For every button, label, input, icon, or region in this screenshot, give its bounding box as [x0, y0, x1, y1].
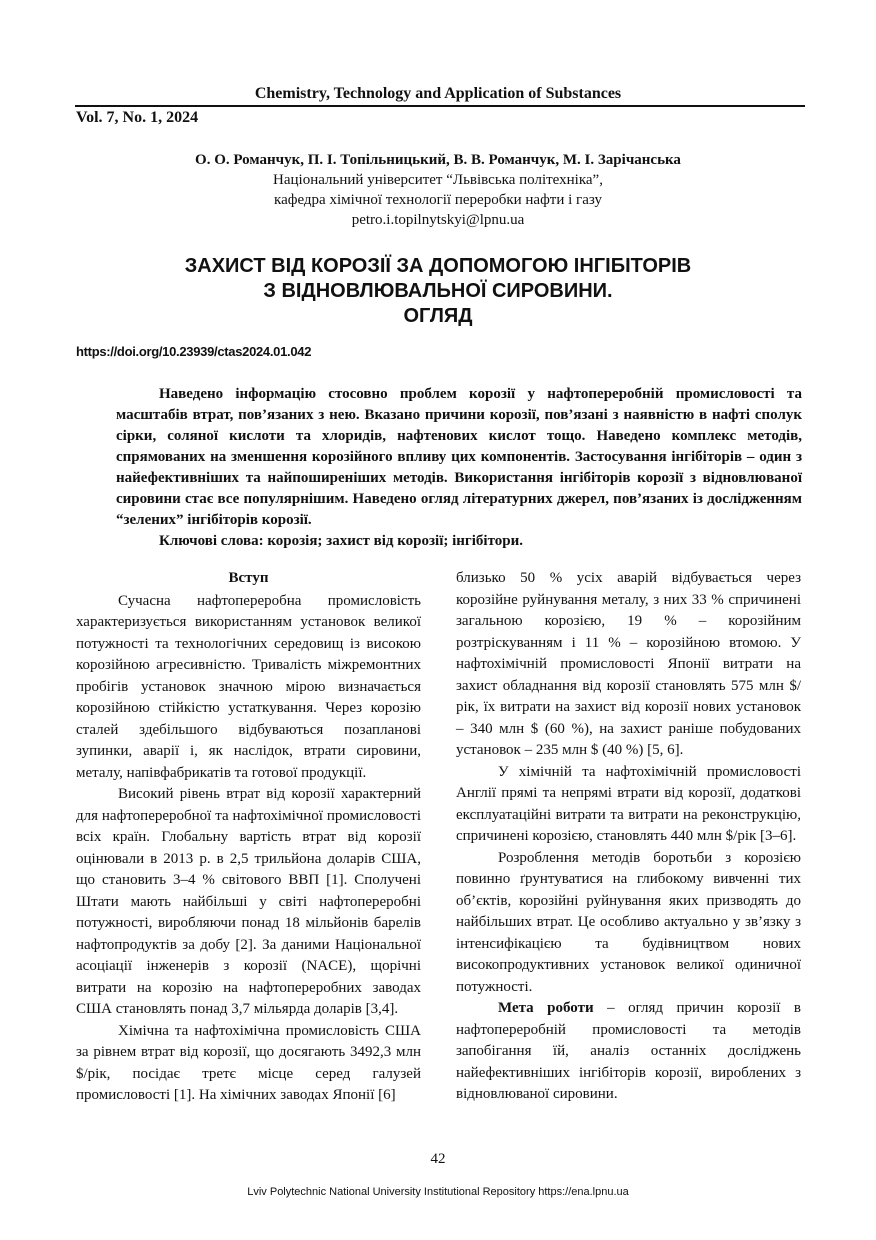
- title-line-1: ЗАХИСТ ВІД КОРОЗІЇ ЗА ДОПОМОГОЮ ІНГІБІТОРІВ: [184, 255, 692, 277]
- objective-lead: Мета роботи: [498, 1000, 594, 1016]
- repository-footer: Lviv Polytechnic National University Institutional Repository https://ena.lpnu.ua: [247, 1186, 629, 1198]
- page-number: 42: [430, 1151, 446, 1167]
- affiliation-line-2: кафедра хімічної технології переробки нафти і газу: [274, 192, 602, 208]
- author-names: О. О. Романчук, П. І. Топільницький, В. В. Романчук, М. І. Зарічанська: [195, 152, 681, 168]
- author-email[interactable]: petro.i.topilnytskyi@lpnu.ua: [351, 212, 525, 228]
- title-line-2: З ВІДНОВЛЮВАЛЬНОЇ СИРОВИНИ.: [263, 280, 613, 302]
- author-block: [0, 150, 876, 230]
- body-left-column: [76, 568, 421, 1107]
- paragraph: Високий рівень втрат від корозії характерний для нафтопереробної та нафтохімічної промисловості всіх країн. Глобальну вартість втрат від корозії оцінювали в 2013 р. в 2,5 трильйона доларів США, що становить 3–4 % світового ВВП [1]. Сполучені Штати мають найбільші у світі нафтопереробні потужності, виробляючи понад 18 мільйонів барелів нафтопродуктів за добу [2]. За даними Національної асоціації інженерів з корозії (NACE), щорічні витрати на корозію на нафтопереробних заводах США становлять понад 3,7 мільярда доларів [3,4].: [76, 786, 421, 1017]
- paragraph-objective: [456, 998, 801, 1106]
- paragraph: Розроблення методів боротьби з корозією повинно ґрунтуватися на глибокому вивченні тих об’єктів, корозійні руйнування яких призводять до найбільших втрат. Це особливо актуально у зв’язку з інтенсифікацією та будівництвом нових високопродуктивних установок великої одиничної потужності.: [456, 849, 801, 995]
- paragraph: У хімічній та нафтохімічній промисловості Англії прямі та непрямі втрати від корозії, додаткові експлуатаційні витрати та витрати на реконструкцію, спричинені корозією, становлять 440 млн $/рік [3–6].: [456, 763, 801, 844]
- journal-title: Chemistry, Technology and Application of Substances: [254, 85, 622, 102]
- title-line-3: ОГЛЯД: [403, 305, 473, 327]
- header-rule: [75, 105, 805, 107]
- paragraph: Сучасна нафтопереробна промисловість характеризується використанням установок великої потужності та технологічних середовищ із високою корозійною агресивністю. Тривалість міжремонтних пробігів установок значною мірою визначається корозійною стійкістю устаткування. Через корозію сталей здебільшого відбуваються позапланові зупинки, аварії і, як наслідок, втрати сировини, металу, напівфабрикатів та готової продукції.: [76, 592, 421, 781]
- paragraph: Хімічна та нафтохімічна промисловість США за рівнем втрат від корозії, що досягають 3492,3 млн $/рік, посідає третє місце серед галузей промисловості [1]. На хімічних заводах Японії [6]: [76, 1022, 421, 1103]
- paragraph: близько 50 % усіх аварій відбувається через корозійне руйнування металу, з них 33 % спричинені загальною корозією, 19 % – корозійним розтріскуванням і 11 % – корозійною втомою. У нафтохімічній промисловості Японії витрати на захист обладнання від корозії становлять 575 млн $/рік, їх витрати на захист від корозії нових установок – 340 млн $ (60 %), на захист раніше побудованих установок – 235 млн $ (40 %) [5, 6].: [456, 570, 801, 758]
- affiliation-line-1: Національний університет “Львівська політехніка”,: [273, 172, 603, 188]
- abstract-text: Наведено інформацію стосовно проблем корозії у нафтопереробній промисловості та масштабів втрат, пов’язаних з нею. Вказано причини корозії, пов’язані з наявністю в нафті сполук сірки, соляної кислоти та хлоридів, нафтенових кислот тощо. Наведено комплекс методів, спрямованих на зменшення корозійного впливу цих компонентів. Застосування інгібіторів – один з найефективніших та найпоширеніших методів. Використання інгібіторів корозії з відновлюваної сировини стає все популярнішим. Наведено огляд літературних джерел, пов’язаних із дослідженням “зелених” інгібіторів корозії.: [116, 386, 802, 528]
- paper-title: [0, 254, 876, 329]
- objective-text: – огляд причин корозії в нафтопереробній промисловості та методів запобігання їй, аналіз останніх досліджень найефективніших інгібіторів корозії, вироблених з відновлюваної сировини.: [456, 1000, 801, 1102]
- doi-link[interactable]: https://doi.org/10.23939/ctas2024.01.042: [76, 344, 312, 359]
- volume-issue: Vol. 7, No. 1, 2024: [76, 109, 199, 126]
- body-right-column: [456, 568, 801, 1106]
- section-heading: Вступ: [228, 570, 269, 586]
- abstract: [116, 384, 802, 552]
- keywords: Ключові слова: корозія; захист від корозії; інгібітори.: [159, 533, 523, 549]
